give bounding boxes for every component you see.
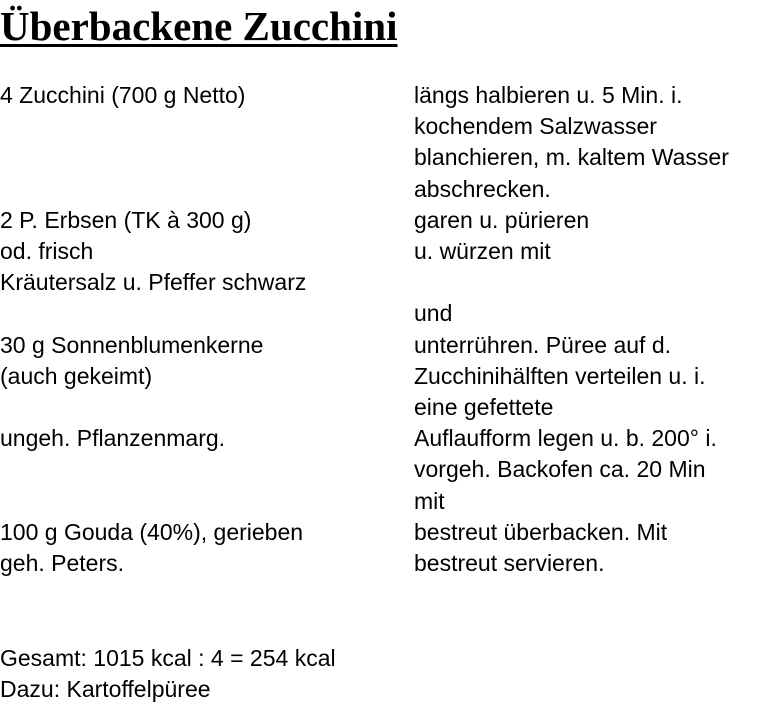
step-line: längs halbieren u. 5 Min. i. — [414, 82, 683, 108]
recipe-row — [0, 80, 783, 205]
ingredient-line: 30 g Sonnenblumenkerne — [0, 331, 264, 358]
ingredient-line: od. frisch — [0, 238, 94, 265]
step-cell — [414, 517, 783, 579]
step-cell — [414, 330, 783, 424]
ingredient-cell — [0, 80, 414, 111]
ingredient-line: Kräutersalz u. Pfeffer schwarz — [0, 269, 307, 296]
ingredient-cell — [0, 423, 414, 454]
step-line: vorgeh. Backofen ca. 20 Min — [414, 456, 706, 483]
step-line: bestreut überbacken. Mit — [414, 518, 668, 545]
ingredient-line: 4 Zucchini (700 g Netto) — [0, 82, 246, 108]
step-line: Zucchinihälften verteilen u. i. — [414, 362, 706, 389]
step-cell — [414, 298, 783, 329]
ingredient-cell — [0, 298, 414, 329]
recipe-row — [0, 298, 783, 329]
step-line: blanchieren, m. kaltem Wasser — [414, 144, 729, 171]
ingredient-cell — [0, 517, 414, 579]
ingredient-line: ungeh. Pflanzenmarg. — [0, 425, 226, 452]
step-line: bestreut servieren. — [414, 550, 605, 577]
step-line: garen u. pürieren — [414, 206, 590, 233]
step-cell — [414, 205, 783, 267]
recipe-table — [0, 80, 783, 579]
recipe-footer — [0, 643, 336, 705]
step-cell — [414, 80, 783, 205]
calorie-total: Gesamt: 1015 kcal : 4 = 254 kcal — [0, 645, 336, 671]
step-line: und — [414, 300, 453, 327]
recipe-row — [0, 205, 783, 299]
step-cell — [414, 423, 783, 517]
ingredient-line: geh. Peters. — [0, 550, 125, 577]
step-line: kochendem Salzwasser — [414, 113, 657, 140]
ingredient-line — [0, 298, 414, 329]
step-line: u. würzen mit — [414, 238, 551, 265]
recipe-title: Überbackene Zucchini — [0, 3, 398, 49]
step-line: abschrecken. — [414, 175, 551, 202]
recipe-row — [0, 517, 783, 579]
step-line: eine gefettete — [414, 394, 554, 421]
recipe-row — [0, 423, 783, 517]
ingredient-line: 2 P. Erbsen (TK à 300 g) — [0, 206, 252, 233]
step-line: mit — [414, 487, 445, 514]
ingredient-line: (auch gekeimt) — [0, 362, 153, 389]
ingredient-cell — [0, 330, 414, 392]
ingredient-cell — [0, 205, 414, 299]
step-line: Auflaufform legen u. b. 200° i. — [414, 425, 717, 452]
ingredient-line: 100 g Gouda (40%), gerieben — [0, 518, 304, 545]
side-dish: Dazu: Kartoffelpüree — [0, 676, 211, 703]
recipe-row — [0, 330, 783, 424]
step-line: unterrühren. Püree auf d. — [414, 331, 671, 358]
